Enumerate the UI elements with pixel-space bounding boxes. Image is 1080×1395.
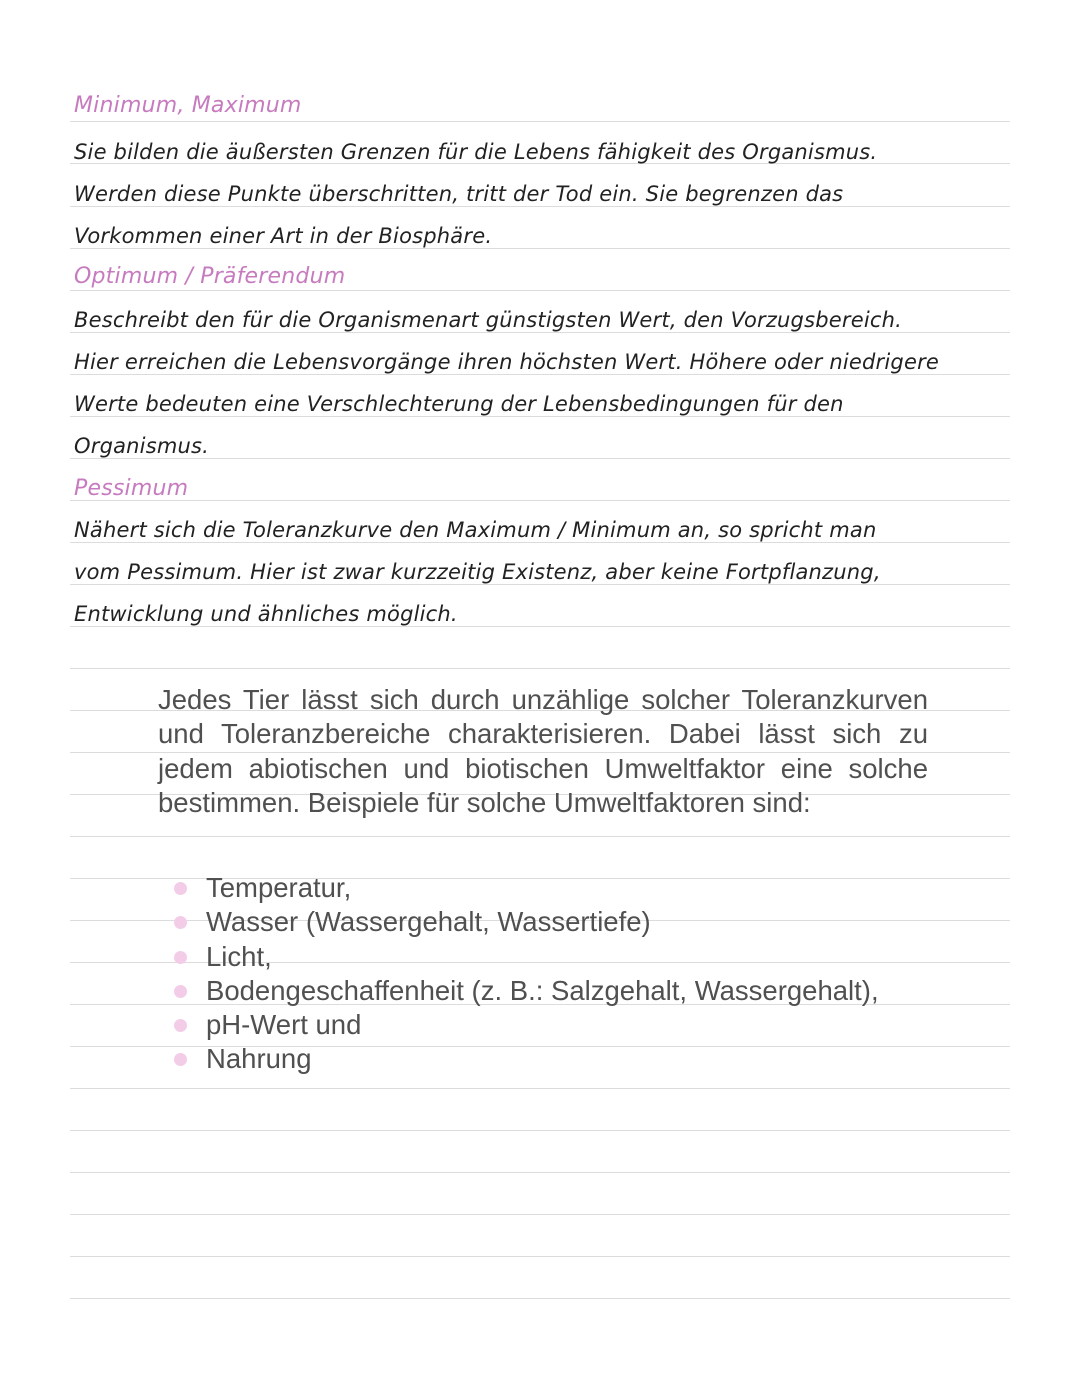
handwritten-line: Entwicklung und ähnliches möglich. [74, 602, 458, 626]
rule-line [70, 542, 1010, 543]
factor-water: Wasser (Wassergehalt, Wassertiefe) [206, 906, 651, 938]
factor-soil: Bodengeschaffenheit (z. B.: Salzgehalt, Wassergehalt), [206, 974, 879, 1006]
list-item [172, 940, 932, 974]
factor-list [172, 871, 932, 1077]
factor-temperature: Temperatur, [206, 872, 352, 903]
heading-minimum-maximum: Minimum, Maximum [74, 93, 302, 118]
list-item [172, 871, 932, 905]
list-item [172, 1008, 932, 1042]
list-item [172, 905, 932, 939]
rule-line [70, 1298, 1010, 1299]
handwritten-line: Organismus. [74, 434, 210, 458]
rule-line [70, 290, 1010, 291]
bullet-dot-icon [174, 916, 187, 929]
rule-line [70, 1130, 1010, 1131]
list-item [172, 1042, 932, 1076]
rule-line [70, 248, 1010, 249]
handwritten-line: Sie bilden die äußersten Grenzen für die Lebens fähigkeit des Organismus. [74, 140, 878, 164]
factor-food: Nahrung [206, 1043, 312, 1075]
rule-line [70, 500, 1010, 501]
handwritten-line: Nähert sich die Toleranzkurve den Maximum / Minimum an, so spricht man [74, 518, 877, 542]
rule-line [70, 206, 1010, 207]
rule-line [70, 584, 1010, 585]
bullet-dot-icon [174, 1053, 187, 1066]
typed-paragraph: Jedes Tier lässt sich durch unzählige solcher Toleranzkurven und Toleranzbereiche charakterisieren. Dabei lässt sich zu jedem abiotischen und biotischen Umweltfaktor eine solche bestimmen. Beispiele für solche Umweltfaktoren sind: [158, 684, 928, 818]
handwritten-line: Werte bedeuten eine Verschlechterung der Lebensbedingungen für den [74, 392, 844, 416]
rule-line [70, 836, 1010, 837]
list-item [172, 974, 932, 1008]
rule-line [70, 1256, 1010, 1257]
bullet-dot-icon [174, 985, 187, 998]
handwritten-line: Werden diese Punkte überschritten, tritt der Tod ein. Sie begrenzen das [74, 182, 844, 206]
rule-line [70, 668, 1010, 669]
rule-line [70, 332, 1010, 333]
rule-line [70, 1172, 1010, 1173]
rule-line [70, 1088, 1010, 1089]
factor-light: Licht, [206, 940, 272, 972]
bullet-dot-icon [174, 882, 187, 895]
handwritten-line: Hier erreichen die Lebensvorgänge ihren höchsten Wert. Höhere oder niedrigere [74, 350, 940, 374]
rule-line [70, 458, 1010, 459]
handwritten-line: Beschreibt den für die Organismenart günstigsten Wert, den Vorzugsbereich. [74, 308, 902, 332]
rule-line [70, 374, 1010, 375]
bullet-dot-icon [174, 951, 187, 964]
factor-ph: pH-Wert und [206, 1009, 362, 1041]
heading-optimum: Optimum / Präferendum [74, 264, 346, 289]
bullet-dot-icon [174, 1019, 187, 1032]
handwritten-line: Vorkommen einer Art in der Biosphäre. [74, 224, 493, 248]
rule-line [70, 1214, 1010, 1215]
rule-line [70, 416, 1010, 417]
rule-line [70, 121, 1010, 122]
rule-line [70, 626, 1010, 627]
heading-pessimum: Pessimum [74, 476, 189, 501]
handwritten-line: vom Pessimum. Hier ist zwar kurzzeitig Existenz, aber keine Fortpflanzung, [74, 560, 881, 584]
